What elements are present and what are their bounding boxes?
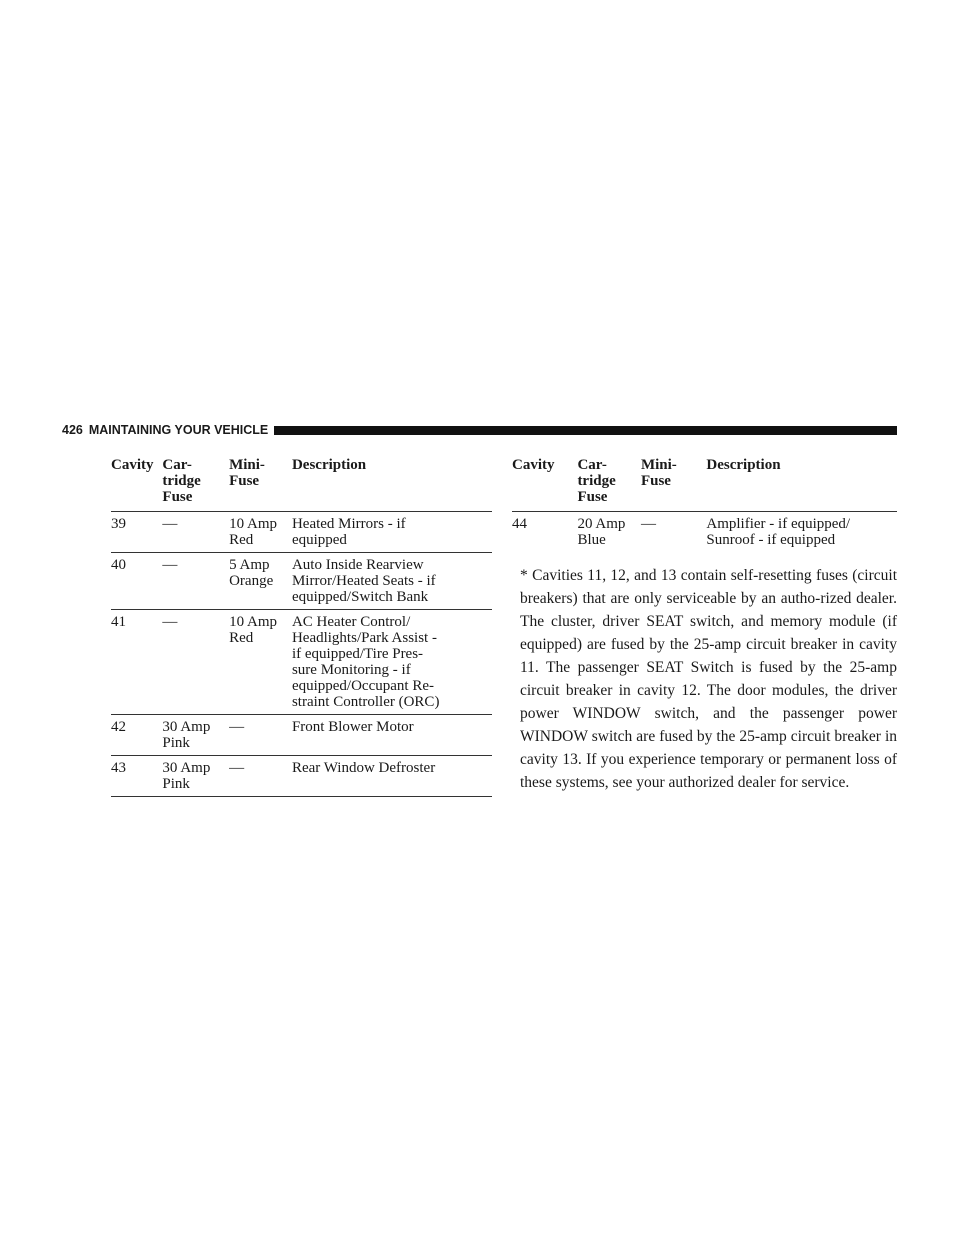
table-header-row bbox=[512, 457, 897, 512]
cell-mini: — bbox=[229, 715, 292, 756]
cell-mini: 5 Amp Orange bbox=[229, 553, 292, 610]
table-row bbox=[111, 715, 492, 756]
table-row bbox=[512, 512, 897, 553]
cell-cavity: 41 bbox=[111, 610, 162, 715]
header-rule bbox=[274, 426, 897, 435]
cell-cavity: 40 bbox=[111, 553, 162, 610]
cell-mini: — bbox=[229, 756, 292, 797]
page-number: 426 bbox=[62, 423, 83, 437]
table-row bbox=[111, 610, 492, 715]
header-cavity: Cavity bbox=[111, 457, 162, 512]
cell-mini: 10 Amp Red bbox=[229, 610, 292, 715]
header-cavity: Cavity bbox=[512, 457, 577, 512]
cell-cavity: 44 bbox=[512, 516, 527, 532]
header-description: Description bbox=[706, 457, 897, 512]
header-mini: Mini- Fuse bbox=[641, 457, 706, 512]
header-cartridge: Car- tridge Fuse bbox=[162, 457, 229, 512]
header-mini: Mini- Fuse bbox=[229, 457, 292, 512]
cell-description: Auto Inside Rearview Mirror/Heated Seats - if equipped/Switch Bank bbox=[292, 553, 492, 610]
cell-cavity: 39 bbox=[111, 512, 162, 553]
cell-cavity: 42 bbox=[111, 715, 162, 756]
cell-mini: — bbox=[640, 516, 656, 532]
cell-cavity: 43 bbox=[111, 756, 162, 797]
cell-description: Amplifier - if equipped/ Sunroof - if equipped bbox=[706, 516, 851, 548]
cell-cartridge: 30 Amp Pink bbox=[162, 715, 229, 756]
header-cartridge: Car- tridge Fuse bbox=[577, 457, 641, 512]
cell-cartridge: 30 Amp Pink bbox=[162, 756, 229, 797]
page-header bbox=[62, 421, 897, 439]
cell-description: Heated Mirrors - if equipped bbox=[292, 512, 492, 553]
table-row bbox=[111, 553, 492, 610]
cell-description: AC Heater Control/ Headlights/Park Assist - if equipped/Tire Pres- sure Monitoring - if equipped/Occupant Re- straint Controller (ORC) bbox=[292, 610, 492, 715]
cell-description: Front Blower Motor bbox=[292, 715, 492, 756]
fuse-table-left bbox=[111, 457, 492, 797]
fuse-table-right bbox=[512, 457, 897, 552]
table-row bbox=[111, 756, 492, 797]
table-row bbox=[111, 512, 492, 553]
cell-description: Rear Window Defroster bbox=[292, 756, 492, 797]
cell-cartridge: — bbox=[162, 512, 229, 553]
section-title: MAINTAINING YOUR VEHICLE bbox=[88, 423, 269, 437]
cell-cartridge: — bbox=[162, 553, 229, 610]
table-header-row bbox=[111, 457, 492, 512]
circuit-breaker-note: * Cavities 11, 12, and 13 contain self-resetting fuses (circuit breakers) that are only serviceable by an autho-rized dealer. The cluster, driver SEAT switch, and memory module (if equipped) are fused by the 25-amp circuit breaker in cavity 11. The passenger SEAT Switch is fused by the 25-amp circuit breaker in cavity 12. The door modules, the driver power WINDOW switch, and the passenger power WINDOW switch are fused by the 25-amp circuit breaker in cavity 13. If you experience temporary or permanent loss of these systems, see your authorized dealer for service. bbox=[520, 566, 897, 791]
cell-cartridge: — bbox=[162, 610, 229, 715]
cell-cartridge: 20 Amp Blue bbox=[577, 516, 626, 548]
header-description: Description bbox=[292, 457, 492, 512]
cell-mini: 10 Amp Red bbox=[229, 512, 292, 553]
